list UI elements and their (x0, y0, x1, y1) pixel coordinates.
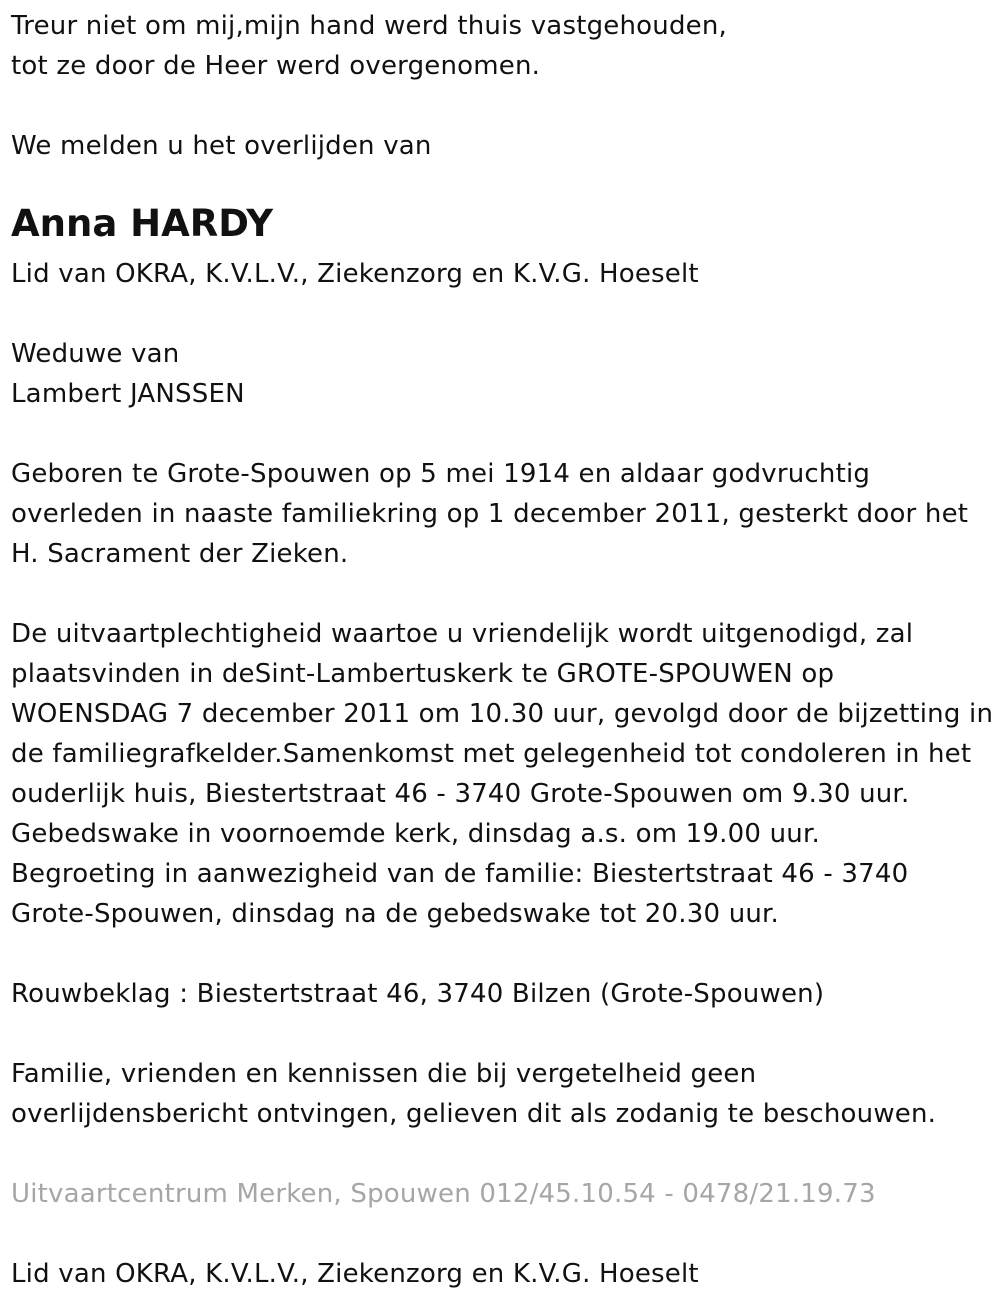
deceased-membership: Lid van OKRA, K.V.L.V., Ziekenzorg en K.V.G. Hoeselt (11, 259, 699, 289)
mourning-address: Rouwbeklag : Biestertstraat 46, 3740 Bilzen (Grote-Spouwen) (11, 979, 825, 1009)
birth-death-line-1: Geboren te Grote-Spouwen op 5 mei 1914 en aldaar godvruchtig (11, 459, 871, 489)
intro-line-2: tot ze door de Heer werd overgenomen. (11, 51, 541, 81)
funeral-line-7: Begroeting in aanwezigheid van de familie: Biestertstraat 46 - 3740 (11, 859, 909, 889)
birth-death-line-2: overleden in naaste familiekring op 1 december 2011, gesterkt door het (11, 499, 969, 529)
notice-line-1: Familie, vrienden en kennissen die bij vergetelheid geen (11, 1059, 757, 1089)
birth-death-line-3: H. Sacrament der Zieken. (11, 539, 349, 569)
intro-line-1: Treur niet om mij,mijn hand werd thuis vastgehouden, (11, 11, 727, 41)
funeral-line-8: Grote-Spouwen, dinsdag na de gebedswake tot 20.30 uur. (11, 899, 780, 929)
funeral-home-contact: Uitvaartcentrum Merken, Spouwen 012/45.10.54 - 0478/21.19.73 (11, 1179, 876, 1209)
funeral-line-3: WOENSDAG 7 december 2011 om 10.30 uur, gevolgd door de bijzetting in (11, 699, 994, 729)
footer-membership: Lid van OKRA, K.V.L.V., Ziekenzorg en K.V.G. Hoeselt (11, 1259, 699, 1289)
funeral-line-2: plaatsvinden in deSint-Lambertuskerk te GROTE-SPOUWEN op (11, 659, 835, 689)
funeral-line-5: ouderlijk huis, Biestertstraat 46 - 3740 Grote-Spouwen om 9.30 uur. (11, 779, 910, 809)
deceased-name: Anna HARDY (11, 202, 274, 245)
spouse-name: Lambert JANSSEN (11, 379, 245, 409)
announcement: We melden u het overlijden van (11, 131, 432, 161)
spouse-label: Weduwe van (11, 339, 180, 369)
notice-line-2: overlijdensbericht ontvingen, gelieven dit als zodanig te beschouwen. (11, 1099, 937, 1129)
funeral-line-6: Gebedswake in voornoemde kerk, dinsdag a.s. om 19.00 uur. (11, 819, 820, 849)
funeral-line-1: De uitvaartplechtigheid waartoe u vriendelijk wordt uitgenodigd, zal (11, 619, 914, 649)
funeral-line-4: de familiegrafkelder.Samenkomst met gelegenheid tot condoleren in het (11, 739, 972, 769)
